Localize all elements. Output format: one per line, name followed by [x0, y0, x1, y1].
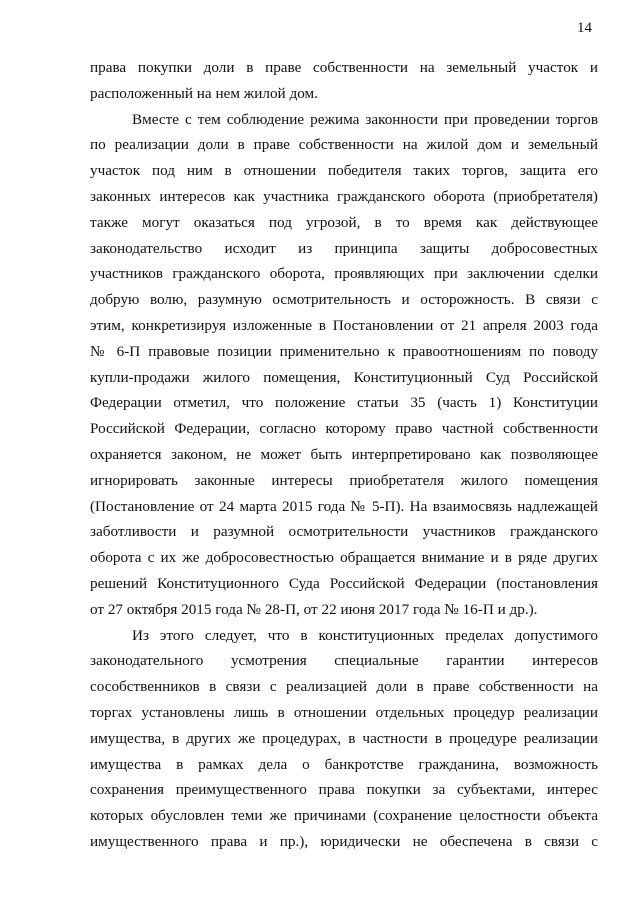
text-line: решений Конституционного Суда Российской Федерации (постановления	[90, 574, 598, 592]
text-line: также могут оказаться под угрозой, в то время как действующее	[90, 213, 598, 231]
text-line: этим, конкретизируя изложенные в Постановлении от 21 апреля 2003 года	[90, 316, 598, 334]
paragraph-2	[90, 107, 598, 623]
text-line: охраняется законом, не может быть интерпретировано как позволяющее	[90, 445, 598, 463]
text-line: Российской Федерации, согласно которому право частной собственности	[90, 420, 598, 438]
text-line: расположенный на нем жилой дом.	[90, 84, 318, 102]
text-line: имущества в рамках дела о банкротстве гражданина, возможность	[90, 755, 598, 773]
text-line: заботливости и разумной осмотрительности участников гражданского	[90, 523, 598, 541]
text-line: купли-продажи жилого помещения, Конституционный Суд Российской	[90, 368, 598, 386]
text-line: торгах установлены лишь в отношении отдельных процедур реализации	[90, 703, 598, 721]
text-line: (Постановление от 24 марта 2015 года № 5-П). На взаимосвязь надлежащей	[90, 497, 598, 515]
text-line: сособственников в связи с реализацией доли в праве собственности на	[90, 678, 598, 696]
text-line: имущества, в других же процедурах, в частности в процедуре реализации	[90, 729, 598, 747]
text-line: права покупки доли в праве собственности на земельный участок и	[90, 59, 598, 76]
text-line: которых обусловлен теми же причинами (сохранение целостности объекта	[90, 807, 598, 825]
paragraph-3	[90, 623, 598, 855]
text-line: оборота с их же добросовестностью обращается внимание и в ряде других	[90, 549, 598, 567]
text-line: законных интересов как участника гражданского оборота (приобретателя)	[90, 187, 598, 205]
document-body	[90, 55, 598, 855]
page-number: 14	[577, 20, 592, 36]
text-line: участок под ним в отношении победителя таких торгов, защита его	[90, 162, 598, 180]
paragraph-1	[90, 55, 598, 107]
text-line: законодательного усмотрения специальные гарантии интересов	[90, 652, 598, 670]
text-line: законодательство исходит из принципа защиты добросовестных	[90, 239, 598, 257]
text-line: Из этого следует, что в конституционных пределах допустимого	[132, 626, 598, 644]
text-line: игнорировать законные интересы приобретателя жилого помещения	[90, 471, 598, 489]
text-line: по реализации доли в праве собственности на жилой дом и земельный	[90, 136, 598, 154]
text-line: участников гражданского оборота, проявляющих при заключении сделки	[90, 265, 598, 283]
text-line: Федерации отметил, что положение статьи 35 (часть 1) Конституции	[90, 394, 598, 412]
text-line: имущественного права и пр.), юридически не обеспечена в связи с	[90, 832, 598, 850]
text-line: Вместе с тем соблюдение режима законности при проведении торгов	[132, 110, 598, 128]
text-line: № 6-П правовые позиции применительно к правоотношениям по поводу	[90, 342, 598, 360]
text-line: от 27 октября 2015 года № 28-П, от 22 июня 2017 года № 16-П и др.).	[90, 600, 538, 618]
text-line: добрую волю, разумную осмотрительность и осторожность. В связи с	[90, 291, 598, 309]
text-line: сохранения преимущественного права покупки за субъектами, интерес	[90, 781, 598, 799]
